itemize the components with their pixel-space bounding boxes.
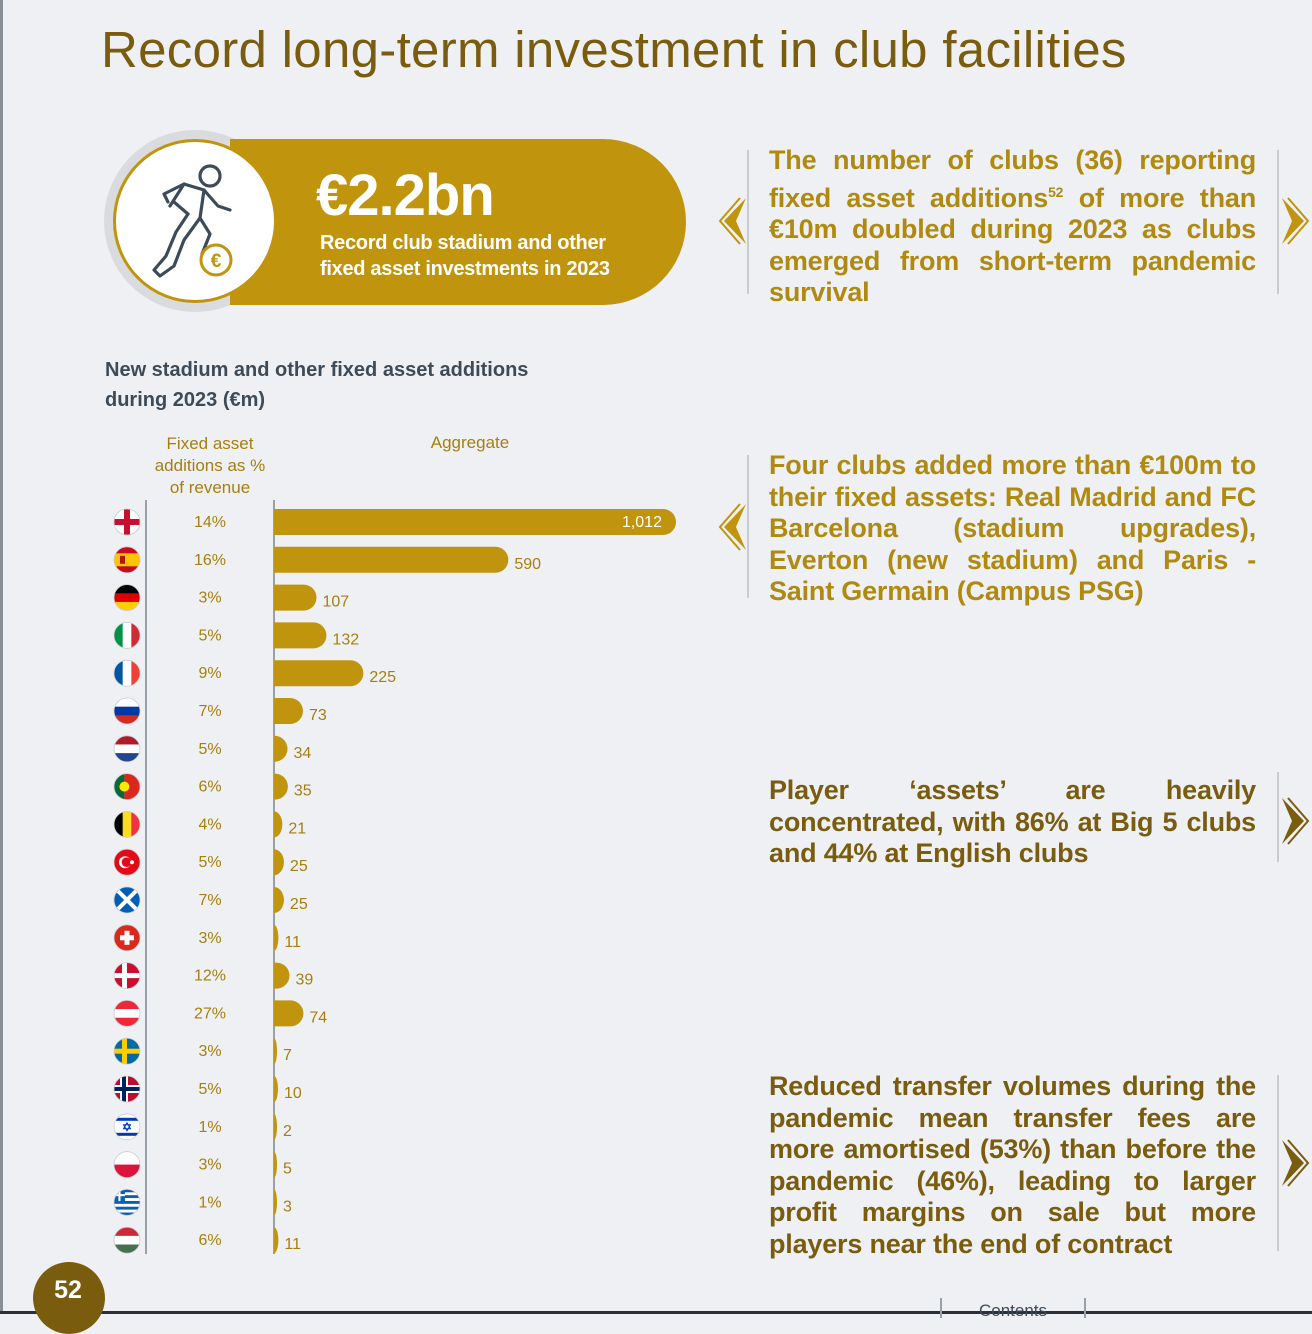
- value-label-england: 1,012: [621, 514, 662, 531]
- bar-turkey: [274, 849, 284, 875]
- bar-austria: [274, 1000, 303, 1026]
- chevron-left-icon[interactable]: [718, 502, 748, 552]
- contents-tab[interactable]: Contents: [940, 1298, 1086, 1318]
- aggregate-column-header: Aggregate: [430, 433, 510, 452]
- value-label-poland: 5: [283, 1160, 292, 1178]
- value-label-spain: 590: [514, 555, 542, 573]
- chevron-right-icon[interactable]: [1280, 796, 1310, 846]
- flags-group: [114, 509, 141, 1254]
- bar-hungary: [274, 1227, 278, 1253]
- bar-norway: [274, 1076, 278, 1102]
- pct-label-spain: 16%: [193, 551, 227, 569]
- bar-italy: [274, 622, 326, 648]
- value-label-greece: 3: [283, 1198, 292, 1216]
- value-label-italy: 132: [332, 631, 360, 649]
- bar-denmark: [274, 963, 289, 989]
- flag-germany-icon: [114, 585, 140, 612]
- flag-belgium-icon: [114, 811, 141, 837]
- bar-israel: [274, 1114, 277, 1140]
- flag-england-icon: [114, 509, 140, 535]
- pct-column-header: Fixed asset additions as % of revenue: [154, 434, 266, 497]
- value-label-austria: 74: [309, 1009, 328, 1027]
- pct-label-england: 14%: [193, 514, 227, 531]
- flag-france-icon: [114, 660, 141, 686]
- value-label-norway: 10: [283, 1085, 302, 1102]
- page-number-badge: [33, 1262, 105, 1334]
- value-label-belgium: 21: [288, 820, 307, 838]
- flag-sweden-icon: [114, 1038, 140, 1064]
- bar-belgium: [274, 811, 282, 837]
- flag-turkey-icon: [114, 849, 140, 875]
- value-label-scotland: 25: [289, 896, 308, 913]
- flag-israel-icon: [114, 1114, 140, 1140]
- callout-four-clubs: Four clubs added more than €100m to their fixed assets: Real Madrid and FC Barcelona (stadium upgrades), Everton (new stadium) and Paris -Saint Germain (Campus PSG): [769, 450, 1256, 606]
- callout-4-divider: [1277, 1075, 1279, 1251]
- bar-poland: [274, 1152, 277, 1178]
- kpi-value: €2.2bn: [316, 163, 494, 228]
- pct-label-germany: 3%: [198, 589, 222, 607]
- flag-scotland-icon: [114, 887, 140, 913]
- bar-portugal: [274, 774, 288, 800]
- flag-portugal-icon: [114, 774, 140, 800]
- kpi-caption: Record club stadium and other fixed asset investments in 2023: [320, 232, 610, 280]
- chevron-right-icon[interactable]: [1280, 1138, 1310, 1188]
- flag-spain-icon: [114, 547, 140, 574]
- value-label-switzerland: 11: [284, 933, 301, 951]
- flag-russia-icon: [114, 698, 140, 725]
- flag-norway-icon: [114, 1076, 140, 1102]
- svg-text:€: €: [210, 251, 222, 272]
- pct-label-israel: 1%: [198, 1118, 222, 1136]
- callout-transfer-volumes: Reduced transfer volumes during the pandemic mean transfer fees are more amortised (53%) than before the pandemic (46%), leading to larger profit margins on sale but more players near the end of contract: [769, 1071, 1256, 1259]
- bar-greece: [274, 1189, 277, 1215]
- pct-label-poland: 3%: [198, 1156, 222, 1174]
- chevron-left-icon[interactable]: [718, 196, 748, 246]
- pct-label-netherlands: 5%: [198, 740, 222, 758]
- value-label-denmark: 39: [295, 971, 314, 989]
- page-title: Record long-term investment in club facilities: [101, 21, 1127, 78]
- callout-player-assets: Player ‘assets’ are heavily concentrated, with 86% at Big 5 clubs and 44% at English clubs: [769, 775, 1256, 868]
- value-label-portugal: 35: [293, 782, 312, 800]
- flag-poland-icon: [114, 1152, 140, 1179]
- value-label-netherlands: 34: [293, 744, 312, 762]
- pct-label-sweden: 3%: [198, 1043, 222, 1061]
- bar-sweden: [274, 1038, 277, 1064]
- pct-label-russia: 7%: [198, 703, 222, 720]
- bar-germany: [274, 585, 317, 611]
- bar-russia: [274, 698, 303, 724]
- callout-1-divider-right: [1277, 150, 1279, 294]
- bar-england: [274, 509, 676, 535]
- flag-austria-icon: [114, 1000, 140, 1027]
- bar-switzerland: [274, 925, 278, 951]
- pct-label-france: 9%: [198, 665, 222, 683]
- pct-label-scotland: 7%: [198, 892, 222, 909]
- pct-label-norway: 5%: [198, 1081, 222, 1098]
- flag-greece-icon: [114, 1189, 140, 1216]
- pct-label-belgium: 4%: [198, 816, 222, 834]
- bar-france: [274, 660, 363, 686]
- value-label-turkey: 25: [289, 858, 308, 876]
- value-label-sweden: 7: [283, 1047, 292, 1065]
- pct-label-portugal: 6%: [198, 778, 222, 796]
- flag-switzerland-icon: [114, 925, 140, 951]
- callout-clubs-reporting: The number of clubs (36) reporting fixed asset additions$^{52}$ of more than €10m doubled during 2023 as clubs emerged from short-term pandemic survival: [769, 145, 1257, 307]
- bar-netherlands: [274, 736, 288, 762]
- pct-label-hungary: 6%: [198, 1232, 222, 1250]
- page-number: 52: [54, 1276, 82, 1304]
- pct-label-austria: 27%: [193, 1005, 227, 1023]
- value-label-hungary: 11: [284, 1236, 301, 1254]
- bar-spain: [274, 547, 508, 573]
- bar-scotland: [274, 887, 284, 913]
- chart-title: New stadium and other fixed asset additions during 2023 (€m): [105, 359, 529, 411]
- pct-label-turkey: 5%: [198, 854, 222, 872]
- chevron-right-icon[interactable]: [1280, 196, 1310, 246]
- pct-label-denmark: 12%: [193, 967, 227, 985]
- pct-label-switzerland: 3%: [198, 929, 222, 947]
- pct-label-greece: 1%: [198, 1194, 222, 1212]
- flag-netherlands-icon: [114, 736, 140, 763]
- pct-label-italy: 5%: [198, 627, 222, 645]
- flag-hungary-icon: [114, 1227, 140, 1254]
- flag-italy-icon: [114, 622, 141, 648]
- value-label-russia: 73: [308, 707, 327, 724]
- value-label-germany: 107: [322, 593, 350, 611]
- flag-denmark-icon: [114, 963, 140, 989]
- callout-3-divider: [1277, 772, 1279, 862]
- rows-group: [194, 509, 676, 1253]
- value-label-france: 225: [369, 669, 397, 687]
- value-label-israel: 2: [283, 1122, 292, 1140]
